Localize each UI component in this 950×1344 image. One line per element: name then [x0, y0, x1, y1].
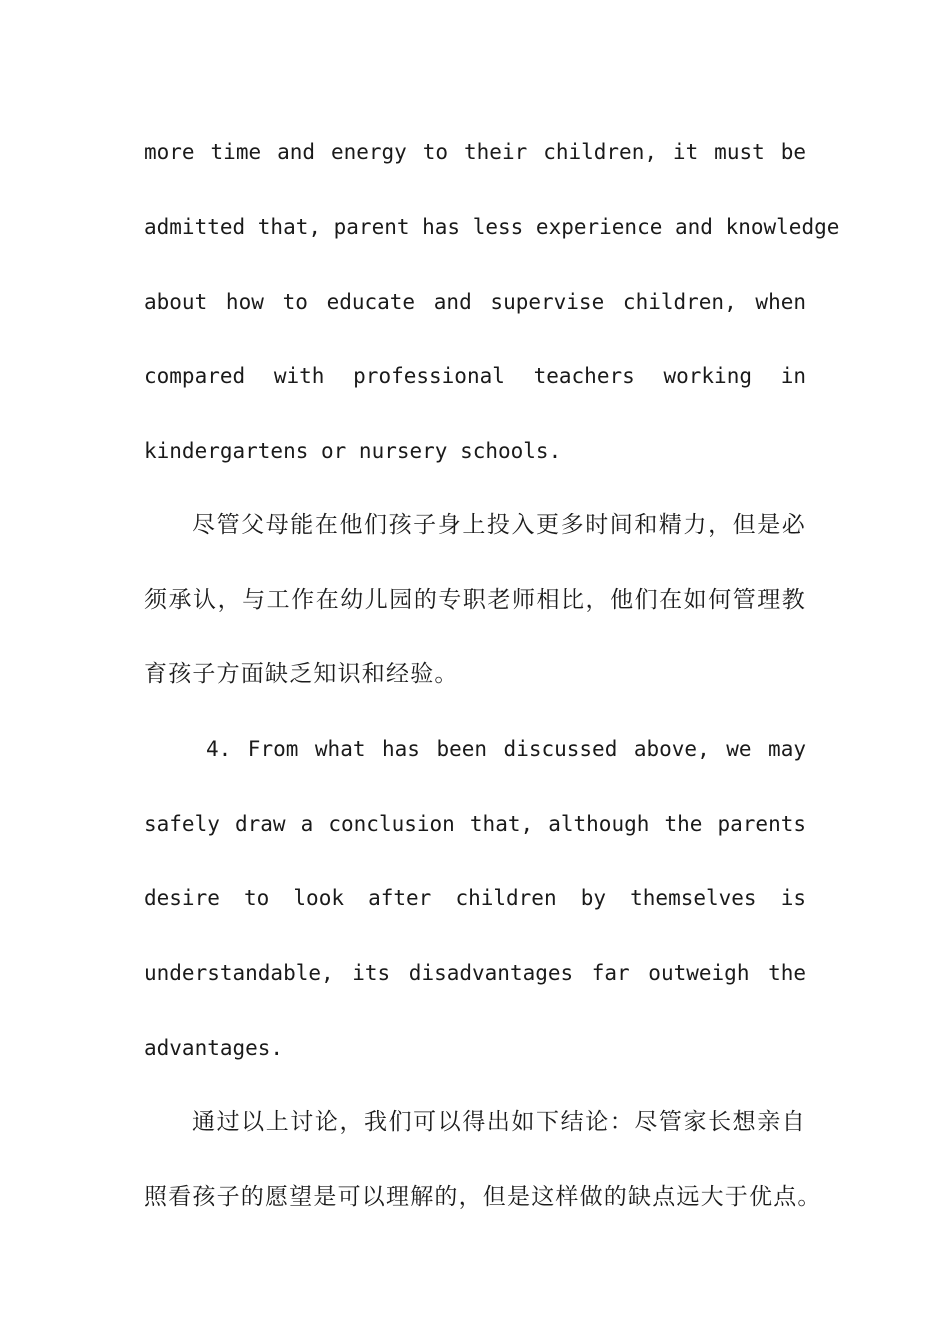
text-line: 尽管父母能在他们孩子身上投入更多时间和精力，但是必	[192, 512, 806, 538]
text-line: 须承认，与工作在幼儿园的专职老师相比，他们在如何管理教	[144, 587, 806, 613]
text-line: 4. From what has been discussed above, we may	[206, 737, 806, 761]
text-line: admitted that, parent has less experience and knowledge	[144, 215, 840, 239]
text-line: advantages.	[144, 1036, 284, 1060]
text-line: desire to look after children by themselves is	[144, 886, 806, 910]
text-line: 通过以上讨论，我们可以得出如下结论：尽管家长想亲自	[192, 1109, 806, 1135]
text-line: safely draw a conclusion that, although the parents	[144, 812, 806, 836]
text-line: kindergartens or nursery schools.	[144, 439, 562, 463]
text-line: more time and energy to their children, it must be	[144, 140, 806, 164]
text-line: compared with professional teachers working in	[144, 364, 806, 388]
text-line: about how to educate and supervise children, when	[144, 290, 806, 314]
text-line: 育孩子方面缺乏知识和经验。	[144, 661, 459, 687]
text-line: understandable, its disadvantages far outweigh the	[144, 961, 806, 985]
text-line: 照看孩子的愿望是可以理解的，但是这样做的缺点远大于优点。	[144, 1184, 822, 1210]
